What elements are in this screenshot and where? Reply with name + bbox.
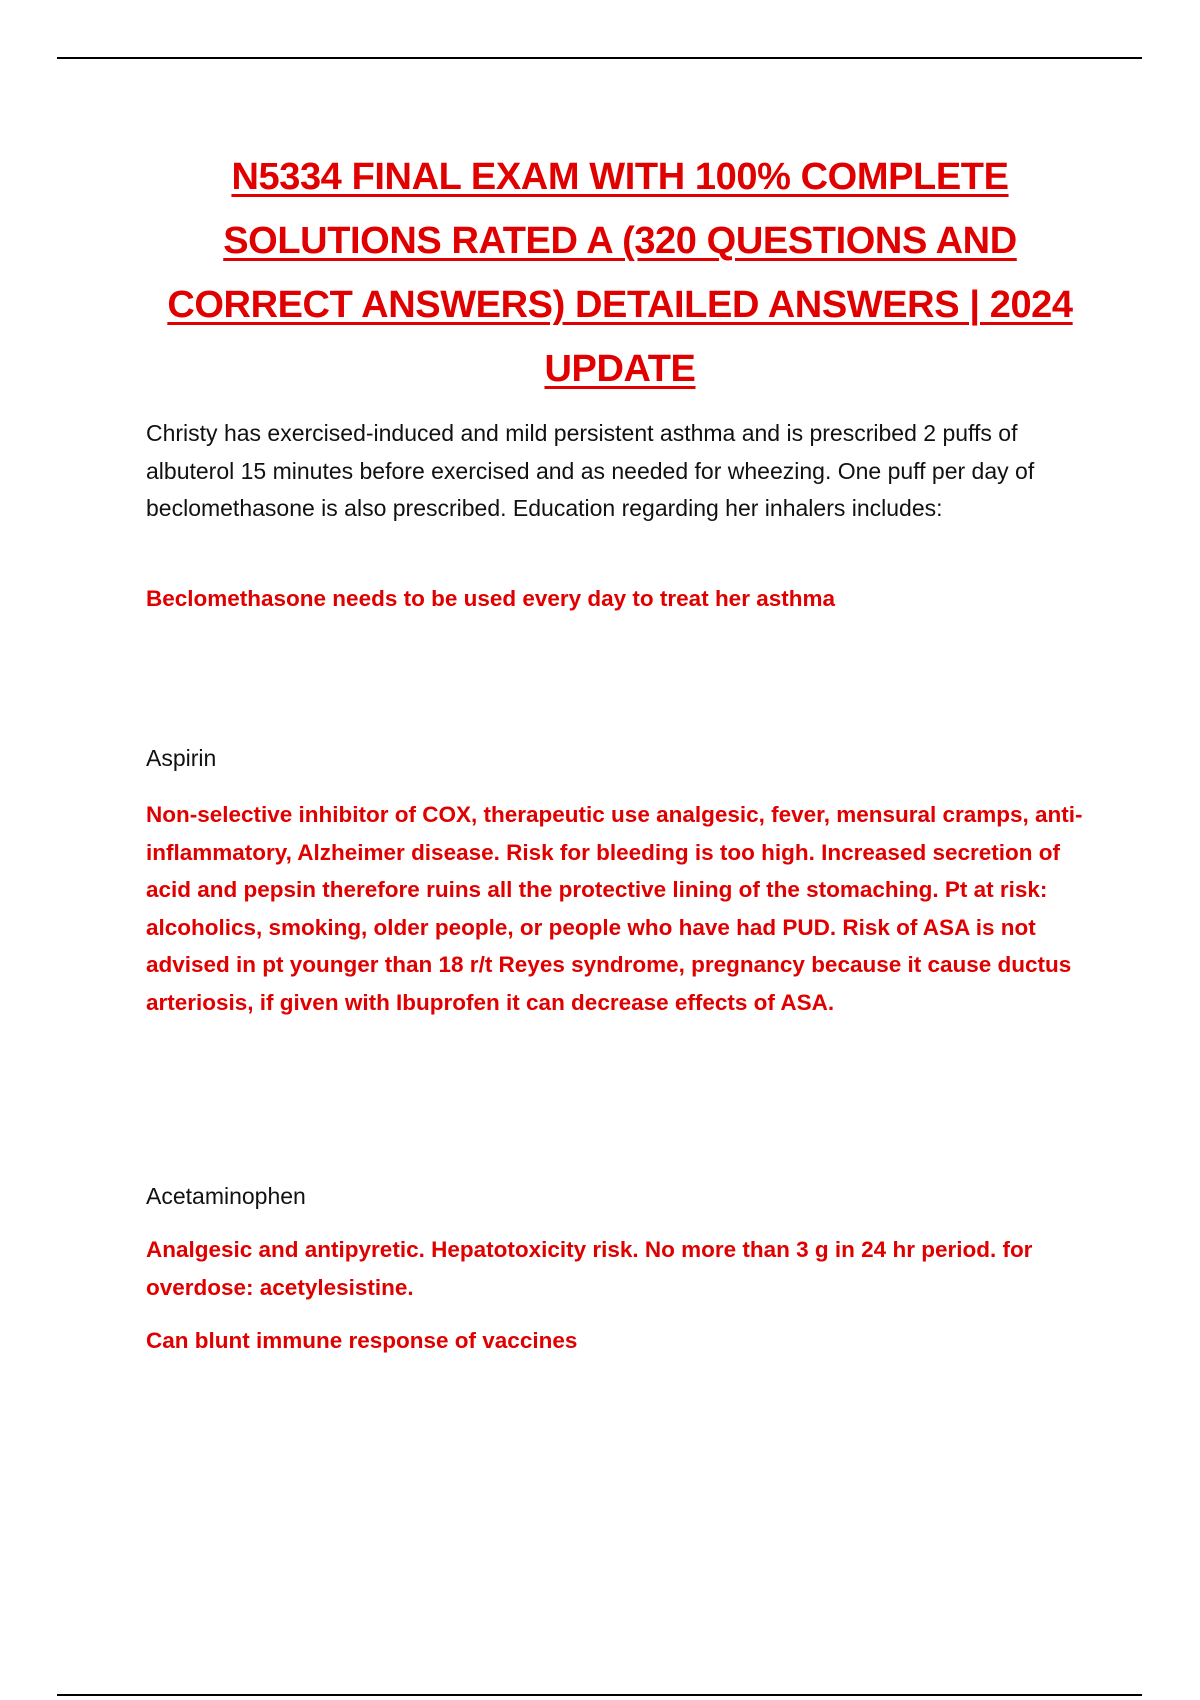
answer-text-acetaminophen: Analgesic and antipyretic. Hepatotoxicity risk. No more than 3 g in 24 hr period. for overdose: acetylesistine. (146, 1237, 1033, 1300)
header-rule (57, 57, 1142, 59)
question-text-acetaminophen: Acetaminophen (146, 1183, 306, 1209)
answer-text-acetaminophen-vaccines: Can blunt immune response of vaccines (146, 1328, 578, 1353)
answer-text-asthma-inhalers: Beclomethasone needs to be used every day to treat her asthma (146, 586, 835, 611)
question-text-aspirin: Aspirin (146, 745, 217, 771)
question-text-asthma-inhalers: Christy has exercised-induced and mild persistent asthma and is prescribed 2 puffs of albuterol 15 minutes before exercised and as needed for wheezing. One puff per day of beclomethasone is also prescribed. Education regarding her inhalers includes: (146, 420, 1035, 521)
footer-rule (57, 1694, 1142, 1696)
answer-text-aspirin: Non-selective inhibitor of COX, therapeutic use analgesic, fever, mensural cramps, anti-inflammatory, Alzheimer disease. Risk for bleeding is too high. Increased secretion of acid and pepsin therefore ruins all the protective lining of the stomaching. Pt at risk: alcoholics, smoking, older people, or people who have had PUD. Risk of ASA is not advised in pt younger than 18 r/t Reyes syndrome, pregnancy because it cause ductus arteriosis, if given with Ibuprofen it can decrease effects of ASA. (146, 802, 1083, 1015)
document-title: N5334 FINAL EXAM WITH 100% COMPLETE SOLUTIONS RATED A (320 QUESTIONS AND CORRECT ANSWERS) DETAILED ANSWERS | 2024 UPDATE (167, 156, 1073, 390)
